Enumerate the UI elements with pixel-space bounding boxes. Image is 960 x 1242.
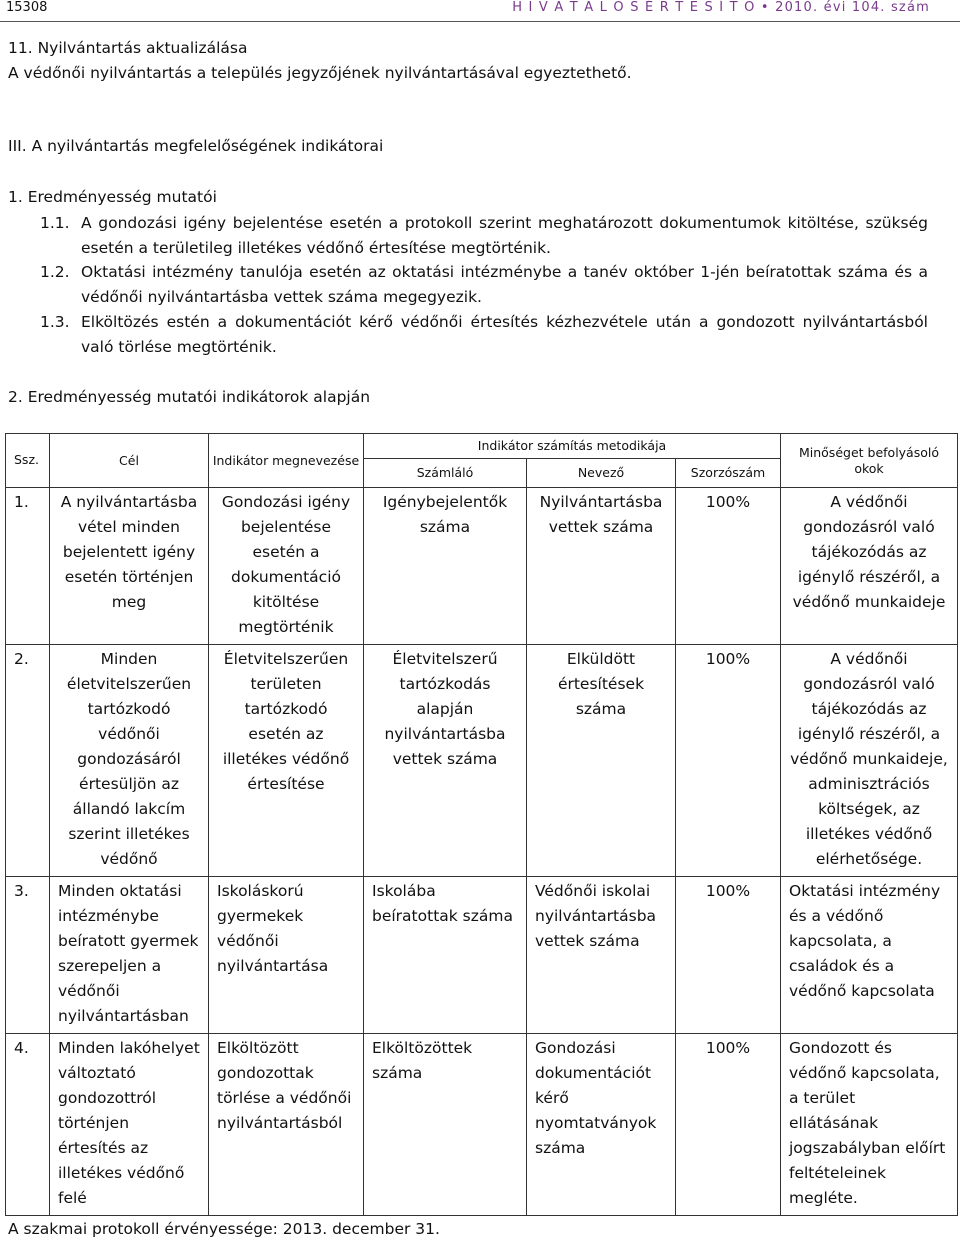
cell-szamlalo: Igénybejelentők száma <box>364 488 527 645</box>
item-number: 1.1. <box>40 214 70 232</box>
indicator-table <box>5 433 958 1216</box>
item-number: 1.2. <box>40 263 70 281</box>
section-11-text: A védőnői nyilvántartás a település jegyzőjének nyilvántartásával egyeztethető. <box>8 64 632 82</box>
cell-szamlalo: Iskolába beíratottak száma <box>364 877 527 1034</box>
table-row <box>6 645 958 877</box>
page-header <box>0 0 960 26</box>
cell-cel: Minden életvitelszerűen tartózkodó védőnői gondozásáról értesüljön az állandó lakcím szerint illetékes védőnő <box>50 645 209 877</box>
item-text: Oktatási intézmény tanulója esetén az oktatási intézménybe a tanév október 1-jén beíratottak száma és a védőnői nyilvántartásba vettek száma megegyezik. <box>81 263 928 306</box>
item-text: Elköltözés estén a dokumentációt kérő védőnői értesítés kézhezvétele után a gondozott nyilvántartásból való törlése megtörténik. <box>81 313 928 356</box>
table-row <box>6 488 958 645</box>
cell-ssz: 1. <box>6 488 50 645</box>
cell-ssz: 4. <box>6 1034 50 1216</box>
cell-szamlalo: Elköltözöttek száma <box>364 1034 527 1216</box>
section-1-heading: 1. Eredményesség mutatói <box>8 188 217 206</box>
header-cel: Cél <box>50 434 209 488</box>
item-text: A gondozási igény bejelentése esetén a protokoll szerint meghatározott dokumentumok kitöltése, szükség esetén a területileg illetékes védőnő értesítése megtörténik. <box>81 214 928 257</box>
cell-nevezo: Védőnői iskolai nyilvántartásba vettek száma <box>527 877 676 1034</box>
cell-szorzoszam: 100% <box>676 1034 781 1216</box>
cell-indikator: Elköltözött gondozottak törlése a védőnői nyilvántartásból <box>209 1034 364 1216</box>
header-szorzoszam: Szorzószám <box>676 459 781 488</box>
cell-minoseg: A védőnői gondozásról való tájékozódás az igénylő részéről, a védőnő munkaideje, adminisztrációs költségek, az illetékes védőnő elérhetősége. <box>781 645 958 877</box>
header-metodika: Indikátor számítás metodikája <box>364 434 781 459</box>
cell-cel: Minden lakóhelyet változtató gondozottról történjen értesítés az illetékes védőnő felé <box>50 1034 209 1216</box>
header-ssz: Ssz. <box>6 434 50 488</box>
cell-cel: A nyilvántartásba vétel minden bejelentett igény esetén történjen meg <box>50 488 209 645</box>
page-number: 15308 <box>6 0 48 15</box>
table-row <box>6 1034 958 1216</box>
header-szamlalo: Számláló <box>364 459 527 488</box>
section-III-heading: III. A nyilvántartás megfelelőségének indikátorai <box>8 137 384 155</box>
cell-ssz: 3. <box>6 877 50 1034</box>
cell-indikator: Gondozási igény bejelentése esetén a dokumentáció kitöltése megtörténik <box>209 488 364 645</box>
header-divider <box>0 21 960 22</box>
cell-cel: Minden oktatási intézménybe beíratott gyermek szerepeljen a védőnői nyilvántartásban <box>50 877 209 1034</box>
cell-szamlalo: Életvitelszerű tartózkodás alapján nyilvántartásba vettek száma <box>364 645 527 877</box>
protocol-validity-note: A szakmai protokoll érvényessége: 2013. december 31. <box>8 1220 440 1238</box>
header-minoseg: Minőséget befolyásoló okok <box>781 434 958 488</box>
indicator-item-1-2 <box>40 260 928 310</box>
cell-nevezo: Elküldött értesítések száma <box>527 645 676 877</box>
cell-indikator: Iskoláskorú gyermekek védőnői nyilvántartása <box>209 877 364 1034</box>
cell-minoseg: Oktatási intézmény és a védőnő kapcsolata, a családok és a védőnő kapcsolata <box>781 877 958 1034</box>
header-nevezo: Nevező <box>527 459 676 488</box>
section-11-heading: 11. Nyilvántartás aktualizálása <box>8 39 248 57</box>
running-title: H I V A T A L O S É R T E S Í T Õ • 2010. évi 104. szám <box>512 0 930 15</box>
cell-nevezo: Gondozási dokumentációt kérő nyomtatványok száma <box>527 1034 676 1216</box>
cell-szorzoszam: 100% <box>676 645 781 877</box>
cell-szorzoszam: 100% <box>676 877 781 1034</box>
cell-minoseg: A védőnői gondozásról való tájékozódás az igénylő részéről, a védőnő munkaideje <box>781 488 958 645</box>
cell-ssz: 2. <box>6 645 50 877</box>
indicator-item-1-3 <box>40 310 928 360</box>
cell-minoseg: Gondozott és védőnő kapcsolata, a terület ellátásának jogszabályban előírt feltételeinek megléte. <box>781 1034 958 1216</box>
cell-szorzoszam: 100% <box>676 488 781 645</box>
table-row <box>6 877 958 1034</box>
table-header-row <box>6 434 958 459</box>
indicator-item-1-1 <box>40 211 928 261</box>
item-number: 1.3. <box>40 313 70 331</box>
section-2-heading: 2. Eredményesség mutatói indikátorok alapján <box>8 388 371 406</box>
cell-indikator: Életvitelszerűen területen tartózkodó esetén az illetékes védőnő értesítése <box>209 645 364 877</box>
header-indikator: Indikátor megnevezése <box>209 434 364 488</box>
cell-nevezo: Nyilvántartásba vettek száma <box>527 488 676 645</box>
